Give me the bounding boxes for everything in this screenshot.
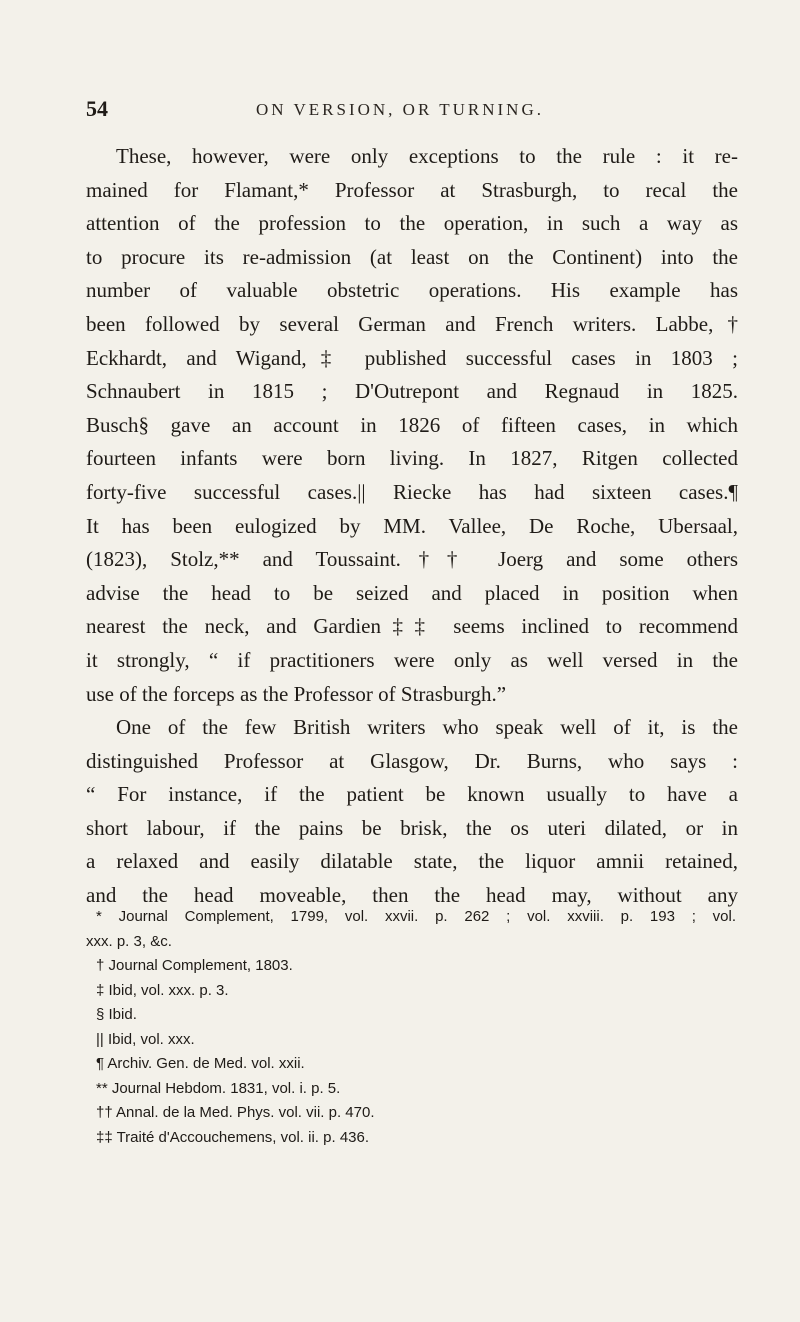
text-line: advise the head to be seized and placed in position when xyxy=(86,580,738,605)
text-line: a relaxed and easily dilatable state, the liquor amnii retained, xyxy=(86,849,738,874)
text-line: Schnaubert in 1815 ; D'Outrepont and Regnaud in 1825. xyxy=(86,379,738,404)
text-line: to procure its re-admission (at least on the Continent) into the xyxy=(86,244,738,269)
text-line: attention of the profession to the operation, in such a way as xyxy=(86,211,738,236)
text-line: number of valuable obstetric operations. His example has xyxy=(86,278,738,303)
text-line: it strongly, “ if practitioners were only as well versed in the xyxy=(86,647,738,672)
footnote: † Journal Complement, 1803. xyxy=(96,957,293,974)
text-line: It has been eulogized by MM. Vallee, De Roche, Ubersaal, xyxy=(86,513,738,538)
footnote: || Ibid, vol. xxx. xyxy=(96,1030,195,1048)
text-line: One of the few British writers who speak well of it, is the xyxy=(116,715,738,740)
body-text xyxy=(86,140,738,913)
text-line: short labour, if the pains be brisk, the os uteri dilated, or in xyxy=(86,815,738,840)
footnote: * Journal Complement, 1799, vol. xxvii. p. 262 ; vol. xxviii. p. 193 ; vol. xyxy=(96,908,736,925)
footnote: xxx. p. 3, &c. xyxy=(86,932,172,950)
footnote: ** Journal Hebdom. 1831, vol. i. p. 5. xyxy=(96,1079,341,1097)
text-line: nearest the neck, and Gardien‡‡ seems inclined to recommend xyxy=(86,614,738,639)
text-line: Busch§ gave an account in 1826 of fifteen cases, in which xyxy=(86,412,738,437)
text-line: Eckhardt, and Wigand,‡ published successful cases in 1803 ; xyxy=(86,345,738,370)
text-line: mained for Flamant,* Professor at Strasburgh, to recal the xyxy=(86,177,738,202)
text-line: use of the forceps as the Professor of Strasburgh.” xyxy=(86,681,507,706)
text-line: distinguished Professor at Glasgow, Dr. Burns, who says : xyxy=(86,748,738,773)
text-line: been followed by several German and French writers. Labbe,† xyxy=(86,311,738,336)
text-line: (1823), Stolz,** and Toussaint.†† Joerg and some others xyxy=(86,547,738,572)
footnote: ‡‡ Traité d'Accouchemens, vol. ii. p. 436. xyxy=(96,1128,370,1146)
footnotes xyxy=(86,905,736,1150)
text-line: “ For instance, if the patient be known usually to have a xyxy=(86,782,738,807)
footnote: § Ibid. xyxy=(96,1006,137,1023)
page-header xyxy=(86,96,736,126)
text-line: forty-five successful cases.|| Riecke has had sixteen cases.¶ xyxy=(86,479,738,504)
text-line: These, however, were only exceptions to the rule : it re- xyxy=(116,144,738,168)
running-head: ON VERSION, OR TURNING. xyxy=(256,100,544,119)
text-line: fourteen infants were born living. In 1827, Ritgen collected xyxy=(86,446,738,471)
text-line: and the head moveable, then the head may, without any xyxy=(86,883,738,908)
footnote: ‡ Ibid, vol. xxx. p. 3. xyxy=(96,981,229,999)
page-number: 54 xyxy=(86,96,108,121)
footnote: ¶ Archiv. Gen. de Med. vol. xxii. xyxy=(96,1055,305,1072)
footnote: †† Annal. de la Med. Phys. vol. vii. p. 470. xyxy=(96,1104,375,1121)
